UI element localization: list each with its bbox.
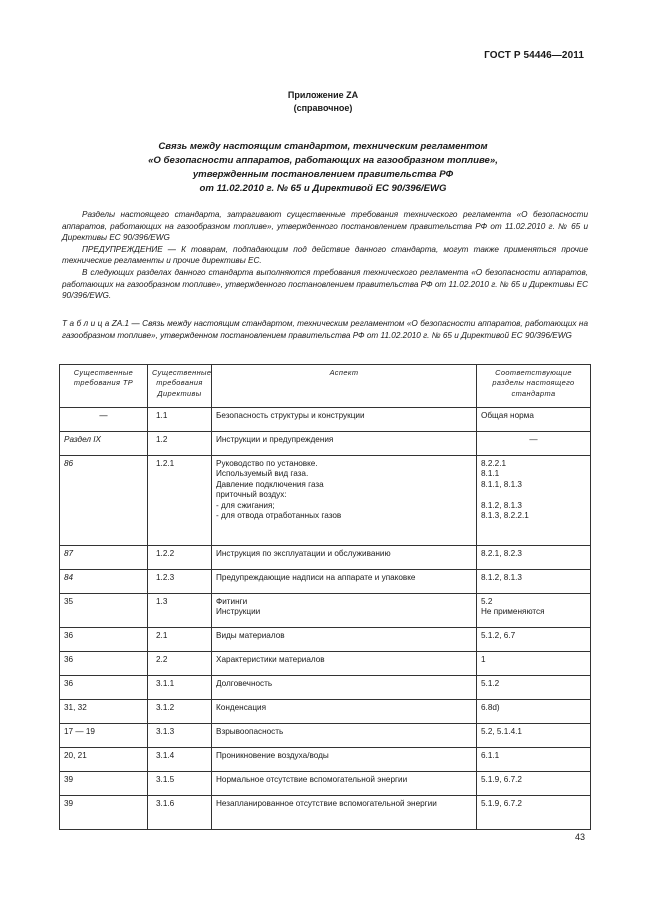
cell-standard-section — [477, 546, 591, 570]
cell-directive-requirement: 3.1.6 — [148, 796, 212, 830]
aspect-line: Нормальное отсутствие вспомогательной энергии — [216, 775, 408, 784]
warning-paragraph: ПРЕДУПРЕЖДЕНИЕ — К товарам, подпадающим под действие данного стандарта, могут также применяться прочие технические регламенты и прочие директивы ЕС. — [62, 244, 588, 266]
header-directive-requirements: Существенные требования Директивы — [148, 365, 212, 408]
aspect-line: приточный воздух: — [216, 490, 287, 500]
table-row — [60, 432, 591, 456]
table-row — [60, 748, 591, 772]
cell-aspect — [212, 700, 477, 724]
cell-tr-requirement: 20, 21 — [60, 748, 148, 772]
table-row — [60, 456, 591, 546]
table-row — [60, 676, 591, 700]
cell-tr-requirement: 39 — [60, 796, 148, 830]
page-number: 43 — [574, 832, 585, 842]
cell-directive-requirement: 1.2 — [148, 432, 212, 456]
table-row — [60, 796, 591, 830]
aspect-line: Инструкция по эксплуатации и обслуживанию — [216, 549, 391, 558]
section-line: 8.1.2, 8.1.3 — [481, 573, 522, 582]
aspect-line: Фитинги — [216, 597, 248, 606]
section-line: 5.1.2, 6.7 — [481, 631, 516, 640]
cell-aspect — [212, 724, 477, 748]
aspect-line: Инструкции и предупреждения — [216, 435, 334, 444]
cell-standard-section — [477, 772, 591, 796]
cell-standard-section — [477, 700, 591, 724]
cell-standard-section — [477, 748, 591, 772]
table-header-row — [60, 365, 591, 408]
section-title-line: Связь между настоящим стандартом, техническим регламентом — [158, 141, 488, 152]
aspect-line: Безопасность структуры и конструкции — [216, 411, 365, 420]
cell-directive-requirement: 1.2.1 — [148, 456, 212, 546]
cell-directive-requirement: 3.1.2 — [148, 700, 212, 724]
header-aspect: Аспект — [212, 365, 477, 408]
correspondence-table — [59, 364, 591, 830]
section-line: 1 — [481, 655, 486, 664]
table-row — [60, 628, 591, 652]
cell-tr-requirement: 87 — [60, 546, 148, 570]
aspect-line: Долговечность — [216, 679, 273, 688]
intro-paragraph: Разделы настоящего стандарта, затрагивают существенные требования технического регламента «О безопасности аппаратов, работающих на газообразном топливе», утвержденного постановлением правительства РФ от 11.02.2010 г. № 65 и Директивы ЕС 90/396/EWG — [62, 210, 588, 243]
cell-tr-requirement: 36 — [60, 628, 148, 652]
cell-aspect — [212, 796, 477, 830]
section-title-line: от 11.02.2010 г. № 65 и Директивой ЕС 90/396/EWG — [199, 183, 447, 194]
cell-aspect — [212, 772, 477, 796]
cell-directive-requirement: 3.1.5 — [148, 772, 212, 796]
cell-directive-requirement: 2.1 — [148, 628, 212, 652]
aspect-line: Проникновение воздуха/воды — [216, 751, 329, 760]
cell-tr-requirement: 31, 32 — [60, 700, 148, 724]
section-title-line: утвержденным постановлением правительства РФ — [192, 169, 454, 180]
section-line: 6.8d) — [481, 703, 500, 712]
cell-standard-section — [477, 796, 591, 830]
section-line: 8.1.2, 8.1.3 — [481, 500, 522, 510]
section-line: 8.1.3, 8.2.2.1 — [481, 511, 529, 521]
cell-aspect — [212, 748, 477, 772]
cell-directive-requirement: 3.1.1 — [148, 676, 212, 700]
section-line: 8.1.1 — [481, 469, 500, 479]
cell-directive-requirement: 1.2.2 — [148, 546, 212, 570]
aspect-line: Предупреждающие надписи на аппарате и упаковке — [216, 573, 416, 582]
cell-standard-section — [477, 408, 591, 432]
cell-tr-requirement: 36 — [60, 676, 148, 700]
section-line: 6.1.1 — [481, 751, 500, 760]
cell-directive-requirement: 1.2.3 — [148, 570, 212, 594]
annex-title: Приложение ZA — [287, 90, 359, 100]
cell-tr-requirement: — — [60, 408, 148, 432]
section-title-line: «О безопасности аппаратов, работающих на газообразном топливе», — [148, 155, 498, 166]
cell-tr-requirement: 17 — 19 — [60, 724, 148, 748]
section-line: Не применяются — [481, 607, 545, 617]
cell-tr-requirement: 84 — [60, 570, 148, 594]
cell-aspect — [212, 546, 477, 570]
table-row — [60, 652, 591, 676]
section-line: 5.2 — [481, 597, 493, 606]
table-row — [60, 546, 591, 570]
cell-aspect — [212, 594, 477, 628]
aspect-line: - для сжигания; — [216, 500, 275, 510]
cell-tr-requirement: 39 — [60, 772, 148, 796]
cell-standard-section — [477, 676, 591, 700]
section-line: 8.1.1, 8.1.3 — [481, 479, 522, 489]
section-line: 8.2.2.1 — [481, 459, 507, 468]
intro-paragraph: В следующих разделах данного стандарта выполняются требования технического регламента «О безопасности аппаратов, работающих на газообразном топливе», утвержденного постановлением правительства РФ от 11.02.2010 г. № 65 и Директивы ЕС 90/396/EWG. — [62, 267, 588, 301]
table-row — [60, 724, 591, 748]
cell-aspect — [212, 432, 477, 456]
cell-directive-requirement: 3.1.3 — [148, 724, 212, 748]
section-line: 5.1.2 — [481, 679, 500, 688]
aspect-line: Виды материалов — [216, 631, 285, 640]
cell-directive-requirement: 2.2 — [148, 652, 212, 676]
cell-tr-requirement: 36 — [60, 652, 148, 676]
aspect-line: Используемый вид газа. — [216, 469, 309, 479]
aspect-line: Характеристики материалов — [216, 655, 325, 664]
cell-standard-section — [477, 456, 591, 546]
cell-tr-requirement: 86 — [60, 456, 148, 546]
cell-aspect — [212, 676, 477, 700]
section-line: — — [529, 435, 538, 444]
section-line: Общая норма — [481, 411, 534, 420]
table-row — [60, 700, 591, 724]
section-line — [481, 490, 586, 500]
section-line: 5.1.9, 6.7.2 — [481, 799, 522, 808]
aspect-line: Инструкции — [216, 607, 261, 617]
aspect-line: Незапланированное отсутствие вспомогательной энергии — [216, 799, 437, 808]
cell-directive-requirement: 3.1.4 — [148, 748, 212, 772]
cell-tr-requirement: Раздел IX — [60, 432, 148, 456]
aspect-line: Давление подключения газа — [216, 479, 324, 489]
cell-tr-requirement: 35 — [60, 594, 148, 628]
table-row — [60, 772, 591, 796]
aspect-line: Руководство по установке. — [216, 459, 318, 468]
standard-code: ГОСТ Р 54446—2011 — [484, 50, 584, 61]
cell-aspect — [212, 570, 477, 594]
table-row — [60, 594, 591, 628]
annex-subtitle: (справочное) — [293, 103, 353, 113]
cell-standard-section — [477, 432, 591, 456]
table-row — [60, 570, 591, 594]
aspect-line: Взрывоопасность — [216, 727, 284, 736]
section-line: 8.2.1, 8.2.3 — [481, 549, 522, 558]
cell-standard-section — [477, 570, 591, 594]
intro-text — [62, 209, 588, 302]
cell-aspect — [212, 456, 477, 546]
header-tr-requirements: Существенные требования ТР — [60, 365, 148, 408]
aspect-line: Конденсация — [216, 703, 267, 712]
cell-directive-requirement: 1.1 — [148, 408, 212, 432]
cell-standard-section — [477, 652, 591, 676]
cell-standard-section — [477, 594, 591, 628]
cell-directive-requirement: 1.3 — [148, 594, 212, 628]
cell-standard-section — [477, 724, 591, 748]
section-title — [60, 140, 586, 196]
table-body — [60, 408, 591, 830]
cell-aspect — [212, 408, 477, 432]
cell-aspect — [212, 628, 477, 652]
header-standard-sections: Соответствующие разделы настоящего стандарта — [477, 365, 591, 408]
aspect-line: - для отвода отработанных газов — [216, 511, 342, 521]
cell-standard-section — [477, 628, 591, 652]
section-line: 5.2, 5.1.4.1 — [481, 727, 522, 736]
section-line: 5.1.9, 6.7.2 — [481, 775, 522, 784]
cell-aspect — [212, 652, 477, 676]
table-caption: Т а б л и ц а ZA.1 — Связь между настоящим стандартом, техническим регламентом «О безопасности аппаратов, работающих на газообразном топливе», утвержденном постановлением правительства РФ от 11.02.2010 г. № 65 и Директивой ЕС 90/396/EWG — [62, 319, 588, 340]
table-row — [60, 408, 591, 432]
